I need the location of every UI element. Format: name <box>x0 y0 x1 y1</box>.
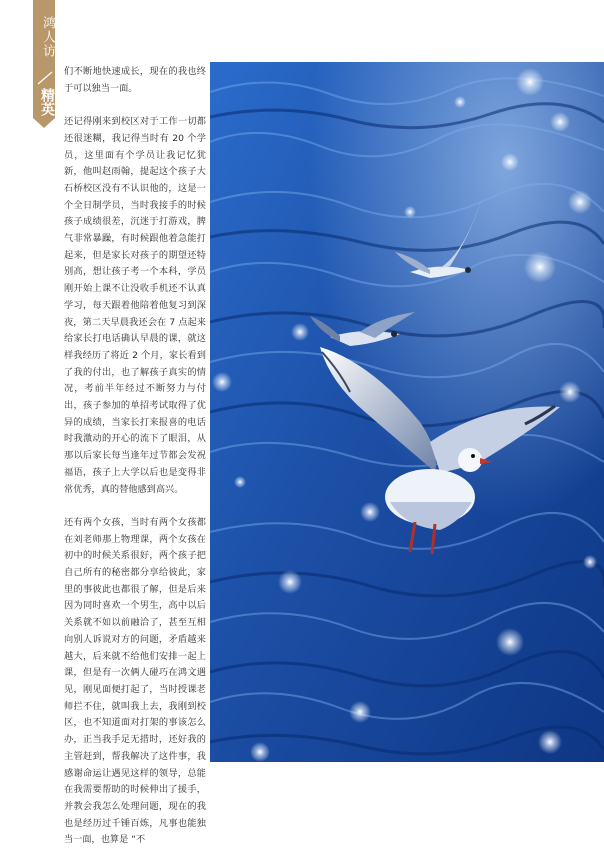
section-divider <box>34 70 56 86</box>
article-paragraph-1: 们不断地快速成长，现在的我也终于可以独当一面。 <box>64 66 206 94</box>
section-name: 鸿人访 <box>40 16 55 58</box>
article-paragraph-3: 还有两个女孩，当时有两个女孩都在刘老师那上物理课，两个女孩在初中的时候关系很好，两个孩子把自己所有的秘密都分享给彼此，家里的事彼此也都很了解，但是后来因为同时喜欢一个男生，高中以后关系就不如以前融洽了，甚至互相向别人诉说对方的问题，矛盾越来越大，后来就不给他们安排一起上课，但是有一次俩人碰巧在鸿文遇见，刚见面便打起了，当时授课老师拦不住，就叫我上去，我刚到校区，也不知道面对打架的事该怎么办，正当我手足无措时，还好我的主管赶到，帮我解决了这件事，我感谢命运让遇见这样的领导，总能在我需要帮助的时候伸出了援手，并教会我怎么处理问题，现在的我也是经历过千锤百炼，凡事也能独当一面，也算是 “不 <box>64 516 206 846</box>
article-paragraph-2: 还记得刚来到校区对于工作一切都还很迷糊，我记得当时有 20 个学员，这里面有个学员让我记忆犹新，他叫赵雨翰，提起这个孩子大石桥校区没有不认识他的，这是一个全日制学员，当时我接手的时候孩子成绩很差，沉迷于打游戏，脾气非常暴躁，有时候跟他着急能打起来，但是家长对孩子的期望还特别高，想让孩子考一个本科，学员刚开始上课不让没收手机还不认真学习，每天跟着他陪着他复习到深夜，第二天早晨我还会在 7 点起来给家长打电话确认早晨的课，就这样我经历了将近 2 个月，家长看到了我的付出，也了解孩子真实的情况，考前半年经过不断努力与付出，孩子参加的单招考试取得了优异的成绩，当家长打来报喜的电话时我激动的开心的流下了眼泪，从那以后家长每当逢年过节都会发祝福语，孩子上大学以后也是变得非常优秀，真的替他感到高兴。 <box>64 116 206 495</box>
seagull-photo <box>210 62 604 762</box>
section-subtitle: 精英 <box>39 88 55 116</box>
article-body <box>64 64 206 866</box>
